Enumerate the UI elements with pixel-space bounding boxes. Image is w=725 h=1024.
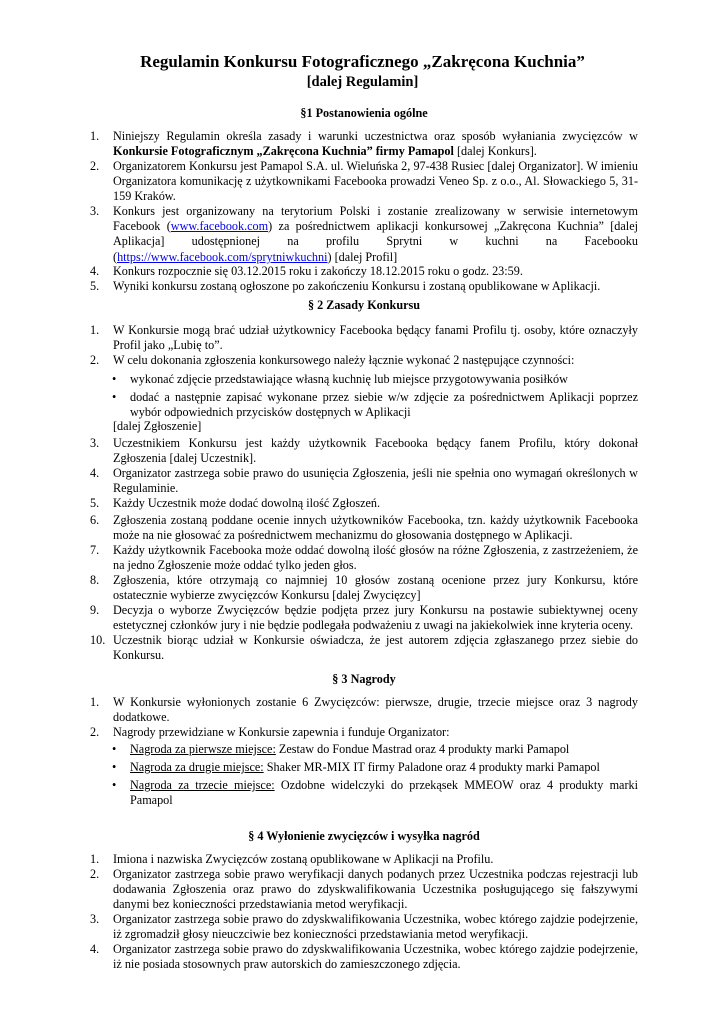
item-number: 7. — [90, 543, 100, 557]
s1-item-1-line-1: Niniejszy Regulamin określa zasady i warunki uczestnictwa oraz sposób wyłaniania zwycięzców w — [113, 129, 638, 143]
item-number: 2. — [90, 159, 100, 173]
prize-1-text: Zestaw do Fondue Mastrad oraz 4 produkty marki Pamapol — [275, 742, 570, 756]
item-number: 5. — [90, 279, 100, 293]
s2-item-1-text: W Konkursie mogą brać udział użytkownicy Facebooka będący fanami Profilu tj. osoby, które oznaczyły Profil jako „Lubię to”. — [113, 323, 638, 353]
item-number: 2. — [90, 867, 100, 881]
s3-item-2 — [90, 725, 638, 740]
s2-item-5 — [90, 496, 638, 511]
bullet-icon: • — [112, 778, 117, 792]
s1-item-3-post2: ) [dalej Profil] — [327, 249, 398, 264]
s3-prize-3 — [112, 778, 638, 808]
s2-item-7-text: Każdy użytkownik Facebooka może oddać dowolną ilość głosów na różne Zgłoszenia, z zastrzeżeniem, że na jedno Zgłoszenie może oddać tylko jeden głos. — [113, 543, 638, 573]
item-number: 6. — [90, 513, 100, 527]
s1-item-3-pre: Facebook ( — [113, 219, 171, 234]
s2-item-9-text: Decyzja o wyborze Zwycięzców będzie podjęta przez jury Konkursu na postawie subiektywnej oceny estetycznej członków jury i nie będzie podlegała podważeniu z uwagi na jakiekolwiek inne kryteria oceny. — [113, 603, 638, 633]
s3-item-1 — [90, 695, 638, 725]
s2-item-8-text: Zgłoszenia, które otrzymają co najmniej 10 głosów zostaną ocenione przez jury Konkursu, które ostatecznie wybierze zwycięzców Konkursu [dalej Zwycięzcy] — [113, 573, 638, 603]
item-number: 1. — [90, 323, 100, 337]
facebook-link[interactable]: www.facebook.com — [170, 219, 269, 234]
s2-after-bullets: [dalej Zgłoszenie] — [113, 419, 202, 433]
s2-item-6 — [90, 513, 638, 543]
item-number: 8. — [90, 573, 100, 587]
s1-item-5 — [90, 279, 638, 294]
s1-item-5-text: Wyniki konkursu zostaną ogłoszone po zakończeniu Konkursu i zostaną opublikowane w Aplikacji. — [113, 279, 601, 293]
s2-item-8 — [90, 573, 638, 603]
s2-item-10-text: Uczestnik biorąc udział w Konkursie oświadcza, że jest autorem zdjęcia zgłaszanego przez siebie do Konkursu. — [113, 633, 638, 663]
s4-item-2-text: Organizator zastrzega sobie prawo weryfikacji danych podanych przez Uczestnika podczas rejestracji lub dodawania Zgłoszenia oraz prawo do zdyskwalifikowania Uczestnika posługującego się fałszywymi danymi bez konieczności przedstawiania metod weryfikacji. — [113, 867, 638, 912]
s1-item-4-text: Konkurs rozpocznie się 03.12.2015 roku i zakończy 18.12.2015 roku o godz. 23:59. — [113, 264, 523, 278]
bullet-icon: • — [112, 390, 117, 404]
item-number: 3. — [90, 204, 100, 218]
prize-1-label: Nagroda za pierwsze miejsce: — [130, 742, 276, 756]
s3-item-2-text: Nagrody przewidziane w Konkursie zapewnia i funduje Organizator: — [113, 725, 450, 739]
s1-item-2-text: Organizatorem Konkursu jest Pamapol S.A. ul. Wieluńska 2, 97-438 Rusiec [dalej Organizator]. W imieniu Organizatora komunikację z użytkownikami Facebooka prowadzi Veneo Sp. z o.o., Al. Słowackiego 5, 31-159 Kraków. — [113, 159, 638, 204]
s2-bullet-1 — [112, 372, 638, 387]
s1-item-3-line-3: Aplikacja] udostępnionej na profilu Sprytni w kuchni na Facebooku — [113, 234, 638, 249]
s4-item-1-text: Imiona i nazwiska Zwycięzców zostaną opublikowane w Aplikacji na Profilu. — [113, 852, 494, 866]
s4-item-4-text: Organizator zastrzega sobie prawo do zdyskwalifikowania Uczestnika, wobec którego zajdzie podejrzenie, iż nie posiada stosownych praw autorskich do zamieszczonego zdjęcia. — [113, 942, 638, 972]
item-number: 2. — [90, 725, 100, 739]
item-number: 2. — [90, 353, 100, 367]
item-number: 4. — [90, 942, 100, 956]
s2-bullet-2-text: dodać a następnie zapisać wykonane przez siebie w/w zdjęcie za pośrednictwem Aplikacji poprzez wybór odpowiednich przycisków dostępnych w Aplikacji — [130, 390, 638, 420]
s3-prize-2 — [112, 760, 638, 775]
s2-item-4-text: Organizator zastrzega sobie prawo do usunięcia Zgłoszenia, jeśli nie spełnia ono wymagań określonych w Regulaminie. — [113, 466, 638, 496]
prize-2-text: Shaker MR-MIX IT firmy Paladone oraz 4 produkty marki Pamapol — [263, 760, 600, 774]
s2-item-3-text: Uczestnikiem Konkursu jest każdy użytkownik Facebooka będący fanem Profilu, który dokonał Zgłoszenia [dalej Uczestnik]. — [113, 436, 638, 466]
s1-item-3-line-1: Konkurs jest organizowany na terytorium Polski i zostanie zrealizowany w serwisie internetowym — [113, 204, 638, 218]
item-number: 3. — [90, 436, 100, 450]
s2-bullet-1-text: wykonać zdjęcie przedstawiające własną kuchnię lub miejsce przygotowywania posiłków — [130, 372, 568, 386]
item-number: 1. — [90, 695, 100, 709]
s4-item-3 — [90, 912, 638, 942]
s1-item-2 — [90, 159, 638, 205]
s2-item-2-text: W celu dokonania zgłoszenia konkursowego należy łącznie wykonać 2 następujące czynności: — [113, 353, 575, 367]
item-number: 4. — [90, 466, 100, 480]
item-number: 4. — [90, 264, 100, 278]
s1-item-4 — [90, 264, 638, 279]
s2-item-1 — [90, 323, 638, 353]
s1-item-1-rest: [dalej Konkurs]. — [453, 144, 537, 159]
s2-bullet-2 — [112, 390, 638, 420]
s4-item-4 — [90, 942, 638, 972]
document-subtitle: [dalej Regulamin] — [306, 74, 419, 90]
s3-item-1-text: W Konkursie wyłonionych zostanie 6 Zwycięzców: pierwsze, drugie, trzecie miejsce oraz 3 nagrody dodatkowe. — [113, 695, 638, 725]
s3-prize-1 — [112, 742, 638, 757]
s4-item-3-text: Organizator zastrzega sobie prawo do zdyskwalifikowania Uczestnika, wobec którego zajdzie podejrzenie, iż zgromadził głosy nieuczciwie bez konieczności przedstawiania metod weryfikacji. — [113, 912, 638, 942]
section-4-heading: § 4 Wyłonienie zwycięzców i wysyłka nagród — [248, 829, 480, 843]
s1-item-3-post: ) za pośrednictwem aplikacji konkursowej „Zakręcona Kuchnia” [dalej — [268, 219, 638, 234]
s2-item-7 — [90, 543, 638, 573]
s2-item-9 — [90, 603, 638, 633]
bullet-icon: • — [112, 760, 117, 774]
item-number: 9. — [90, 603, 100, 617]
item-number: 10. — [90, 633, 106, 647]
s2-item-10 — [90, 633, 638, 663]
prize-3-label: Nagroda za trzecie miejsce: — [130, 778, 275, 792]
s2-item-2 — [90, 353, 638, 368]
item-number: 1. — [90, 852, 100, 866]
prize-3-text: Ozdobne widelczyki do przekąsek MMEOW oraz 4 produkty marki Pamapol — [130, 778, 638, 808]
item-number: 5. — [90, 496, 100, 510]
s2-item-6-text: Zgłoszenia zostaną poddane ocenie innych użytkowników Facebooka, tzn. każdy użytkownik Facebooka może na nie głosować za pośrednictwem mechanizmu do głosowania dostępnego w Aplikacji. — [113, 513, 638, 543]
section-1-heading: §1 Postanowienia ogólne — [300, 106, 428, 120]
bullet-icon: • — [112, 372, 117, 386]
profile-link[interactable]: https://www.facebook.com/sprytniwkuchni — [117, 249, 328, 264]
s1-item-3 — [90, 204, 638, 265]
prize-2-label: Nagroda za drugie miejsce: — [130, 760, 264, 774]
s2-item-3 — [90, 436, 638, 466]
item-number: 3. — [90, 912, 100, 926]
s4-item-1 — [90, 852, 638, 867]
section-3-heading: § 3 Nagrody — [332, 672, 396, 686]
section-2-heading: § 2 Zasady Konkursu — [307, 298, 421, 312]
s2-item-4 — [90, 466, 638, 496]
s2-item-5-text: Każdy Uczestnik może dodać dowolną ilość Zgłoszeń. — [113, 496, 381, 510]
item-number: 1. — [90, 129, 100, 143]
s1-item-3-pre2: ( — [113, 249, 118, 264]
bullet-icon: • — [112, 742, 117, 756]
contest-name: Konkursie Fotograficznym „Zakręcona Kuchnia” firmy Pamapol — [113, 144, 454, 159]
document-title: Regulamin Konkursu Fotograficznego „Zakręcona Kuchnia” — [140, 52, 585, 71]
s4-item-2 — [90, 867, 638, 913]
s1-item-1 — [90, 129, 638, 159]
